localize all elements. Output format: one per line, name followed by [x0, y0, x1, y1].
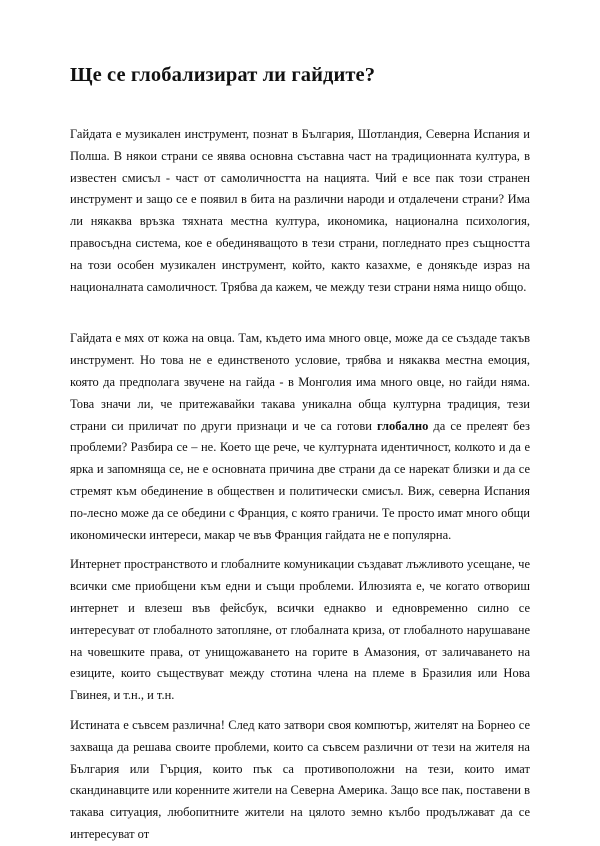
document-title: Ще се глобализират ли гайдите?: [70, 64, 376, 86]
paragraph-2: [70, 328, 530, 546]
paragraph-2-text-end: да се прелеят без проблеми? Разбира се – не. Което ще рече, че културната идентичност, колкото и да е ярка и запомняща се, не е основната причина две страни да се нарекат близки и да се стремят към обединение в обществен и политически смисъл. Виж, северна Испания по-лесно може да се обедини с Франция, с която граничи. Те просто имат много общи икономически интереси, макар че във Франция гайдата не е популярна.: [70, 418, 530, 542]
paragraph-2-text-start: Гайдата е мях от кожа на овца. Там, където има много овце, може да се създаде такъв инструмент. Но това не е единственото условие, трябва и някаква местна емоция, която да предполага звучене на гайда - в Монголия има много овце, но гайди няма. Това значи ли, че притежавайки такава уникална обща културна традиция, тези страни си приличат по други признаци и че са готови: [70, 331, 530, 433]
paragraph-1: Гайдата е музикален инструмент, познат в България, Шотландия, Северна Испания и Полша. В някои страни се явява основна съставна част на традиционната култура, в известен смисъл - част от самоличността на нацията. Чий е все пак този странен инструмент и защо се е появил в бита на различни народи и отдалечени страни? Има ли някаква връзка тяхната местна култура, икономика, национална психология, правосъдна система, кое е обединяващото в тези страни, погледнато през същността на този особен музикален инструмент, който, както казахме, е донякъде израз на националната самоличност. Трябва да кажем, че между тези страни няма нищо общо.: [70, 127, 530, 294]
document-page: [70, 62, 530, 846]
document-body: [70, 124, 530, 846]
paragraph-3: Интернет пространството и глобалните комуникации създават лъжливото усещане, че всички сме приобщени към едни и същи проблеми. Илюзията е, че когато отвориш интернет и влезеш във фейсбук, всички еднакво и едновременно силно се интересуват от глобалното затопляне, от глобалната криза, от глобалното нарушаване на човешките права, от унищожаването на горите в Амазония, от заличаването на езиците, които съществуват между стотина члена на племе в Бразилия или Нова Гвинея, и т.н., и т.н.: [70, 557, 530, 703]
paragraph-4: Истината е съвсем различна! След като затвори своя компютър, жителят на Борнео се захваща да решава своите проблеми, които са съвсем различни от тези на жителя на България или Гърция, които пък са противоположни на тези, които имат скандинавците или коренните жители на Северна Америка. Защо все пак, поставени в такава ситуация, любопитните жители на цялото земно кълбо продължават да се интересуват от: [70, 717, 531, 841]
paragraph-2-bold-word: глобално: [376, 418, 429, 433]
